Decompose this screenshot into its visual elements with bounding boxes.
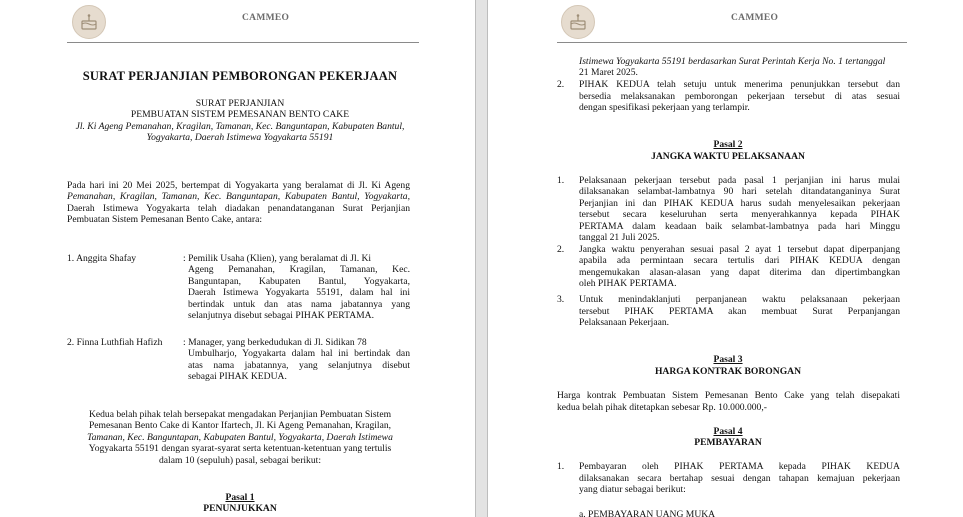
pasal-2-item-1-line: Pelaksanaan pekerjaan tersebut pada pasal 1 perjanjian ini harus mulai <box>579 175 900 186</box>
document-page-1 <box>0 0 475 517</box>
party-1-description-line: bertindak untuk dan atas nama jabatannya yang <box>188 299 410 310</box>
page-gutter <box>475 0 488 517</box>
pasal-2-item-1-line: PERTAMA dalam keadaan baik selambat-lambatnya pada hari Minggu <box>579 221 900 232</box>
list-number: 2. <box>557 244 565 255</box>
party-1-description-line: Daerah Istimewa Yogyakarta 55191, dalam hal ini <box>188 287 410 298</box>
header-company-name: CAMMEO <box>731 13 779 23</box>
pasal-3-line: Harga kontrak Pembuatan Sistem Pemesanan Bento Cake yang telah disepakati <box>557 390 900 401</box>
pasal-4-item-1-line: yang diatur sebagai berikut: <box>579 484 686 495</box>
pasal-2-item-2-line: oleh PIHAK PERTAMA. <box>579 278 677 289</box>
party-1-name: 1. Anggita Shafay <box>67 253 137 264</box>
party-1-description-line: Ageng Pemanahan, Kragilan, Tamanan, Kec. <box>188 264 410 275</box>
document-subtitle: SURAT PERJANJIAN <box>195 98 285 109</box>
pasal-1-item-2-line: bersedia melaksanakan pemborongan pekerjaan tersebut di atas sesuai <box>579 91 900 102</box>
section-heading-pasal-4: Pasal 4 <box>713 426 743 437</box>
intro-line: Pemanahan, Kragilan, Tamanan, Kec. Banguntapan, Kabupaten Bantul, Yogyakarta, <box>67 191 410 202</box>
continued-line: Istimewa Yogyakarta 55191 berdasarkan Surat Perintah Kerja No. 1 tertanggal <box>579 56 886 67</box>
pasal-2-item-2-line: Jangka waktu penyerahan sesuai pasal 2 ayat 1 tersebut dapat diperpanjang <box>579 244 900 255</box>
header-rule <box>557 42 907 43</box>
pasal-2-item-3-line: tersebut PIHAK PERTAMA akan membuat Surat Perpanjangan <box>579 306 900 317</box>
agreement-line: dalam 10 (sepuluh) pasal, sebagai berikut: <box>159 455 321 466</box>
company-logo <box>561 5 595 39</box>
document-title: SURAT PERJANJIAN PEMBORONGAN PEKERJAAN <box>82 69 398 83</box>
pasal-2-item-2-line: mengemukakan alasan-alasan yang dapat diterima dan dipertimbangkan <box>579 267 900 278</box>
company-logo <box>72 5 106 39</box>
header-company-name: CAMMEO <box>242 13 290 23</box>
document-address-line: Yogyakarta, Daerah Istimewa Yogyakarta 55191 <box>146 132 334 143</box>
party-2-description-line: sebagai PIHAK KEDUA. <box>188 371 287 382</box>
continued-line: 21 Maret 2025. <box>579 67 638 78</box>
document-address-line: Jl. Ki Ageng Pemanahan, Kragilan, Tamanan, Kec. Banguntapan, Kabupaten Bantul, <box>75 121 405 132</box>
list-number: 1. <box>557 461 565 472</box>
document-page-2 <box>488 0 963 517</box>
pasal-1-item-2-line: PIHAK KEDUA telah setuju untuk menerima penunjukkan tersebut dan <box>579 79 900 90</box>
section-heading-pasal-2: Pasal 2 <box>713 139 743 150</box>
party-2-description-line: atas nama jabatannya, yang selanjutnya disebut <box>188 360 410 371</box>
agreement-line: Tamanan, Kec. Banguntapan, Kabupaten Bantul, Yogyakarta, Daerah Istimewa <box>87 432 393 443</box>
pasal-2-item-1-line: Perjanjian ini dan PIHAK KEDUA harus sudah menyelesaikan pekerjaan <box>579 198 900 209</box>
header-rule <box>67 42 419 43</box>
pasal-2-item-3-line: Untuk menindaklanjuti perpanjanean waktu pelaksanaan pekerjaan <box>579 294 900 305</box>
agreement-line: Pemesanan Bento Cake di Kantor Ifartech, Jl. Ki Ageng Pemanahan, Kragilan, <box>88 420 392 431</box>
intro-line: Pembuatan Sistem Pemesanan Bento Cake, antara: <box>67 214 263 225</box>
party-2-description-line: Umbulharjo, Yogyakarta dalam hal ini bertindak dan <box>188 348 410 359</box>
intro-line: Daerah Istimewa Yogyakarta telah diadakan penandatanganan Surat Perjanjian <box>67 203 410 214</box>
section-title-pasal-1: PENUNJUKKAN <box>203 503 277 514</box>
pasal-1-item-2-line: dengan spesifikasi pekerjaan yang terlampir. <box>579 102 750 113</box>
pasal-2-item-1-line: tersebut secara keseluruhan serta menyerahkannya kepada PIHAK <box>579 209 900 220</box>
party-1-description-line: : Pemilik Usaha (Klien), yang beralamat di Jl. Ki <box>183 253 372 264</box>
list-number: 2. <box>557 79 565 90</box>
intro-line: Pada hari ini 20 Mei 2025, bertempat di Yogyakarta yang beralamat di Jl. Ki Ageng <box>67 180 410 191</box>
agreement-line: Yogyakarta 55191 dengan syarat-syarat serta ketentuan-ketentuan yang tertulis <box>88 443 392 454</box>
party-1-description-line: selanjutnya disebut sebagai PIHAK PERTAMA. <box>188 310 374 321</box>
pasal-2-item-3-line: Pelaksanaan Pekerjaan. <box>579 317 670 328</box>
section-heading-pasal-3: Pasal 3 <box>713 354 743 365</box>
pasal-2-item-2-line: apabila ada permintaan secara tertulis dari PIHAK KEDUA dengan <box>579 255 900 266</box>
pasal-4-item-1-line: Pembayaran oleh PIHAK PERTAMA kepada PIHAK KEDUA <box>579 461 900 472</box>
cake-icon <box>568 13 588 31</box>
pasal-4-item-1-line: dilaksanakan secara bertahap sesuai dengan tahapan kemajuan pekerjaan <box>579 473 900 484</box>
document-subtitle-project: PEMBUATAN SISTEM PEMESANAN BENTO CAKE <box>130 109 350 120</box>
section-title-pasal-3: HARGA KONTRAK BORONGAN <box>654 366 802 377</box>
party-1-description-line: Banguntapan, Kabupaten Bantul, Yogyakarta, <box>188 276 410 287</box>
party-2-description-line: : Manager, yang berkedudukan di Jl. Sidikan 78 <box>183 337 367 348</box>
pasal-2-item-1-line: dilaksanakan selambat-lambatnya 90 hari setelah ditandatanganinya Surat <box>579 186 900 197</box>
pasal-4-subitem: a. PEMBAYARAN UANG MUKA <box>579 509 716 517</box>
pasal-3-line: kedua belah pihak ditetapkan sebesar Rp. 10.000.000,- <box>557 402 767 413</box>
cake-icon <box>79 13 99 31</box>
list-number: 1. <box>557 175 565 186</box>
list-number: 3. <box>557 294 565 305</box>
party-2-name: 2. Finna Luthfiah Hafizh <box>67 337 163 348</box>
section-heading-pasal-1: Pasal 1 <box>225 492 255 503</box>
section-title-pasal-2: JANGKA WAKTU PELAKSANAAN <box>651 151 805 162</box>
agreement-line: Kedua belah pihak telah bersepakat mengadakan Perjanjian Pembuatan Sistem <box>88 409 392 420</box>
section-title-pasal-4: PEMBAYARAN <box>694 437 762 448</box>
pasal-2-item-1-line: tanggal 21 Juli 2025. <box>579 232 660 243</box>
